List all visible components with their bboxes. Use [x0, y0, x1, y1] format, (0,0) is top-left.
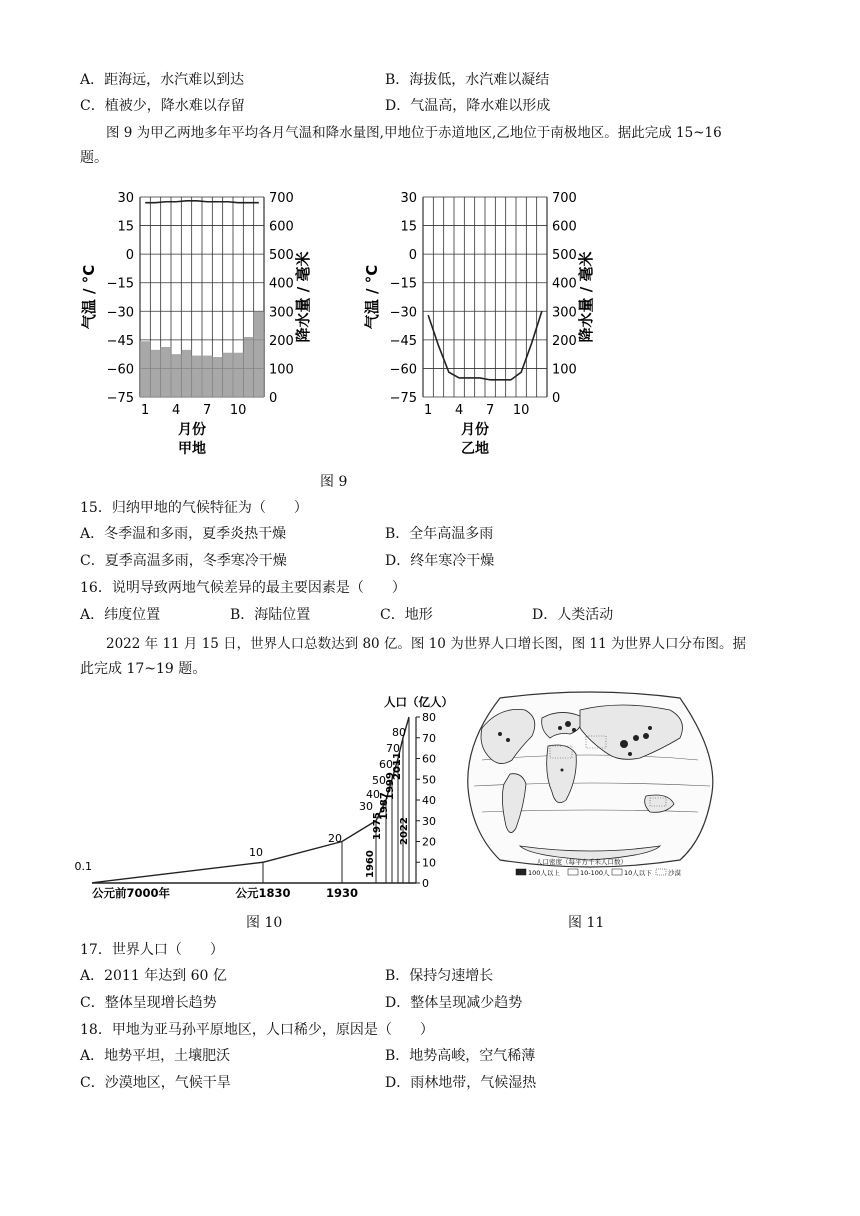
temp-tick-label: 30	[400, 191, 417, 206]
q15-option-a: A．冬季温和多雨，夏季炎热干燥	[80, 526, 287, 542]
temp-tick-label: 15	[117, 219, 134, 235]
chart-jia	[80, 191, 312, 457]
q18-option-c: C．沙漠地区，气候干旱	[80, 1075, 231, 1091]
precip-bar	[192, 356, 202, 397]
q15-stem: 15．归纳甲地的气候特征为（ ）	[80, 500, 308, 516]
month-tick-label: 1	[424, 403, 433, 418]
y-tick-label: 20	[422, 835, 436, 849]
precip-axis-label: 降水量 / 毫米	[294, 251, 312, 343]
fig10-intro-line1: 2022 年 11 月 15 日，世界人口总数达到 80 亿。图 10 为世界人口增长图，图 11 为世界人口分布图。据	[106, 636, 746, 652]
fig9-climate-charts	[80, 180, 600, 465]
precip-bar	[181, 350, 191, 397]
year-label: 1999	[385, 772, 396, 800]
month-tick-label: 4	[172, 403, 181, 418]
station-name: 乙地	[461, 441, 489, 457]
year-label: 1987	[379, 792, 390, 820]
month-tick-label: 10	[229, 403, 247, 418]
temp-tick-label: −15	[389, 276, 417, 292]
precip-tick-label: 0	[552, 391, 561, 406]
q16-stem: 16．说明导致两地气候差异的最主要因素是（ ）	[80, 580, 406, 596]
svg-text:10人以下: 10人以下	[624, 869, 652, 877]
precip-bar	[161, 347, 171, 397]
q17-option-a: A．2011 年达到 60 亿	[80, 968, 227, 984]
precip-tick-label: 200	[269, 333, 294, 349]
svg-text:10-100人: 10-100人	[580, 869, 610, 877]
precip-tick-label: 700	[552, 191, 577, 206]
month-axis-label: 月份	[178, 422, 206, 438]
fig10-population-growth	[74, 690, 465, 900]
precip-tick-label: 500	[552, 248, 577, 264]
month-tick-label: 4	[455, 403, 464, 418]
temp-tick-label: −60	[106, 362, 134, 378]
precip-bar	[202, 356, 212, 397]
temp-tick-label: −45	[389, 333, 417, 349]
temp-tick-label: −75	[106, 391, 134, 406]
precip-bar	[243, 337, 253, 397]
x-label-1930: 1930	[325, 886, 359, 900]
population-point-label: 50	[372, 774, 386, 787]
q15-option-b: B．全年高温多雨	[385, 526, 494, 542]
q14-option-b: B．海拔低，水汽难以凝结	[385, 72, 550, 88]
year-label: 2022	[399, 817, 410, 845]
q16-option-a: A．纬度位置	[80, 607, 161, 623]
precip-tick-label: 600	[552, 219, 577, 235]
temp-tick-label: 0	[408, 248, 417, 264]
fig9-intro-line2: 题。	[80, 150, 108, 166]
q17-option-b: B．保持匀速增长	[385, 968, 494, 984]
fig10-intro-line2: 此完成 17~19 题。	[80, 661, 207, 677]
q18-stem: 18．甲地为亚马孙平原地区，人口稀少，原因是（ ）	[80, 1022, 434, 1038]
precip-tick-label: 300	[552, 305, 577, 321]
temp-axis-label: 气温 / °C	[363, 264, 381, 330]
year-label: 1960	[365, 850, 376, 878]
month-tick-label: 1	[141, 403, 150, 418]
precip-tick-label: 100	[552, 362, 577, 378]
precip-tick-label: 600	[269, 219, 294, 235]
y-tick-label: 40	[422, 794, 436, 807]
y-tick-label: 50	[422, 773, 436, 787]
precip-bar	[150, 350, 160, 397]
y-tick-label: 10	[422, 856, 436, 870]
temp-tick-label: 15	[400, 219, 417, 235]
precip-tick-label: 400	[552, 276, 577, 292]
y-tick-label: 60	[422, 752, 436, 766]
year-label: 2011	[392, 752, 403, 780]
month-tick-label: 7	[203, 403, 212, 418]
precip-tick-label: 200	[552, 333, 577, 349]
q16-option-b: B．海陆位置	[230, 607, 311, 623]
temp-tick-label: −45	[106, 333, 134, 349]
fig11-caption: 图 11	[568, 915, 605, 931]
y-tick-label: 30	[422, 814, 436, 828]
x-label-1830: 公元1830	[235, 886, 291, 900]
precip-bar	[233, 353, 243, 397]
precip-bar	[171, 354, 181, 397]
month-tick-label: 7	[486, 403, 495, 418]
fig11-population-map	[460, 688, 720, 888]
precip-bar	[254, 311, 264, 397]
population-point-label: 10	[249, 846, 263, 859]
temp-tick-label: −30	[106, 305, 134, 321]
fig9-caption: 图 9	[320, 474, 348, 490]
month-tick-label: 10	[512, 403, 530, 418]
temp-tick-label: −60	[389, 362, 417, 378]
q18-option-d: D．雨林地带，气候湿热	[385, 1075, 537, 1091]
precip-tick-label: 700	[269, 191, 294, 206]
x-label-bc7000: 公元前7000年	[92, 886, 171, 900]
precip-tick-label: 0	[269, 391, 278, 406]
temp-tick-label: 30	[117, 191, 134, 206]
precip-bar	[212, 357, 222, 397]
year-label: 1975	[372, 812, 383, 840]
q15-option-c: C．夏季高温多雨，冬季寒冷干燥	[80, 553, 287, 569]
y-axis-title: 人口（亿人）	[384, 695, 453, 709]
precip-bar	[223, 353, 233, 397]
precip-bar	[140, 341, 150, 397]
month-axis-label: 月份	[461, 422, 489, 438]
q17-stem: 17．世界人口（ ）	[80, 942, 224, 958]
q14-option-d: D．气温高，降水难以形成	[385, 98, 551, 114]
temp-tick-label: −75	[389, 391, 417, 406]
population-point-label: 60	[379, 758, 393, 771]
q14-option-c: C．植被少，降水难以存留	[80, 98, 245, 114]
q16-option-d: D．人类活动	[532, 607, 614, 623]
population-point-label: 20	[328, 832, 342, 845]
temp-tick-label: −15	[106, 276, 134, 292]
q18-option-b: B．地势高峻，空气稀薄	[385, 1048, 536, 1064]
population-point-label: 40	[366, 788, 380, 801]
q17-option-c: C．整体呈现增长趋势	[80, 995, 217, 1011]
q18-option-a: A．地势平坦，土壤肥沃	[80, 1048, 231, 1064]
precip-tick-label: 500	[269, 248, 294, 264]
precip-axis-label: 降水量 / 毫米	[577, 251, 595, 343]
population-point-label: 0.1	[74, 860, 92, 873]
fig10-caption: 图 10	[246, 915, 283, 931]
q15-option-d: D．终年寒冷干燥	[385, 553, 495, 569]
q17-option-d: D．整体呈现减少趋势	[385, 995, 523, 1011]
temp-tick-label: −30	[389, 305, 417, 321]
svg-text:人口密度（每平方千米人口数）: 人口密度（每平方千米人口数）	[536, 858, 627, 866]
precip-tick-label: 300	[269, 305, 294, 321]
y-tick-label: 0	[422, 877, 429, 890]
station-name: 甲地	[178, 441, 206, 457]
y-tick-label: 80	[422, 711, 436, 724]
population-point-label: 30	[359, 800, 373, 813]
precip-tick-label: 400	[269, 276, 294, 292]
svg-text:沙漠: 沙漠	[668, 869, 681, 877]
fig9-intro-line1: 图 9 为甲乙两地多年平均各月气温和降水量图,甲地位于赤道地区,乙地位于南极地区。据此完成 15~16	[106, 125, 722, 141]
y-tick-label: 70	[422, 731, 436, 745]
population-point-label: 70	[386, 742, 400, 755]
precip-tick-label: 100	[269, 362, 294, 378]
q16-option-c: C．地形	[380, 607, 433, 623]
population-point-label: 80	[392, 726, 406, 739]
chart-yi	[363, 191, 595, 457]
temp-axis-label: 气温 / °C	[80, 264, 98, 330]
svg-text:100人以上: 100人以上	[528, 869, 560, 877]
temp-tick-label: 0	[125, 248, 134, 264]
q14-option-a: A．距海远，水汽难以到达	[80, 72, 245, 88]
